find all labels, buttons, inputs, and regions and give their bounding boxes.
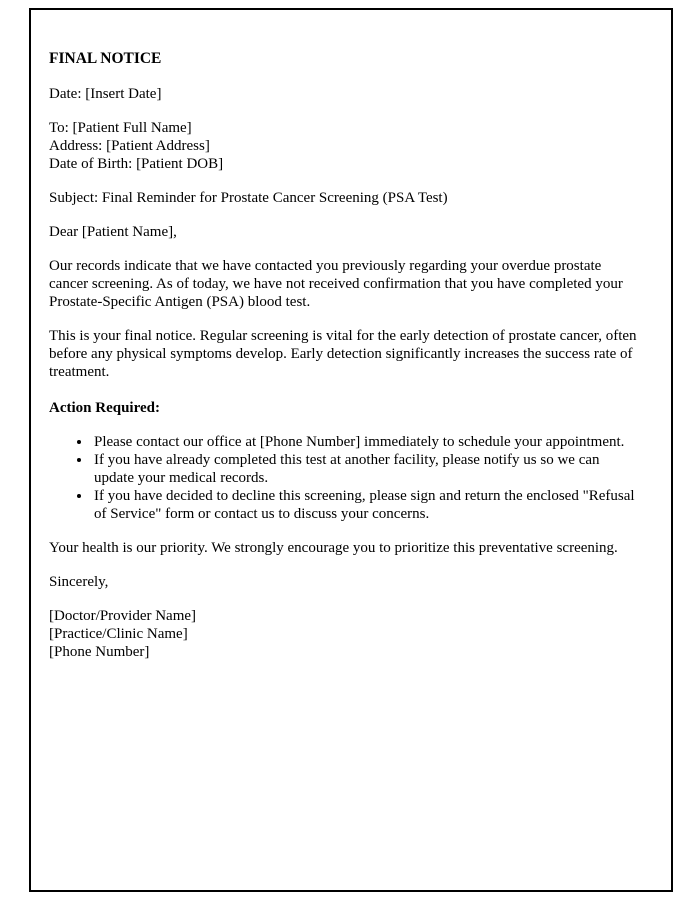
signoff-line: Sincerely, — [49, 574, 109, 590]
action-required-heading: Action Required: — [49, 400, 160, 416]
signature-practice-line: [Practice/Clinic Name] — [49, 626, 188, 642]
recipient-block — [49, 119, 643, 173]
signature-phone-line: [Phone Number] — [49, 644, 150, 660]
recipient-name-line: To: [Patient Full Name] — [49, 120, 192, 136]
subject-line: Subject: Final Reminder for Prostate Cancer Screening (PSA Test) — [49, 190, 448, 206]
salutation-line: Dear [Patient Name], — [49, 224, 177, 240]
list-item: • If you have decided to decline this screening, please sign and return the enclosed "Refusal of Service" form or contact us to discuss your concerns. — [92, 487, 643, 523]
list-item: • Please contact our office at [Phone Number] immediately to schedule your appointment. — [92, 433, 643, 451]
recipient-address-line: Address: [Patient Address] — [49, 138, 210, 154]
list-item: • If you have already completed this test at another facility, please notify us so we can update your medical records. — [92, 451, 643, 487]
signature-provider-line: [Doctor/Provider Name] — [49, 608, 197, 624]
paragraph-records: Our records indicate that we have contacted you previously regarding your overdue prostate cancer screening. As of today, we have not received confirmation that you have completed your Prostate-Specific Antigen (PSA) blood test. — [49, 258, 623, 310]
paragraph-closing: Your health is our priority. We strongly encourage you to prioritize this preventative screening. — [49, 540, 618, 556]
subject-block — [49, 189, 643, 207]
signoff-block — [49, 573, 643, 591]
letter-page — [29, 8, 673, 892]
date-block — [49, 85, 643, 103]
paragraph-final-notice: This is your final notice. Regular screening is vital for the early detection of prostate cancer, often before any physical symptoms develop. Early detection significantly increases the success rate of treatment. — [49, 328, 637, 380]
signature-block — [49, 607, 643, 661]
action-required-list — [49, 433, 643, 523]
letter-title: FINAL NOTICE — [49, 50, 162, 67]
letter-body — [49, 50, 643, 661]
recipient-dob-line: Date of Birth: [Patient DOB] — [49, 156, 224, 172]
date-line: Date: [Insert Date] — [49, 86, 162, 102]
salutation-block — [49, 223, 643, 241]
